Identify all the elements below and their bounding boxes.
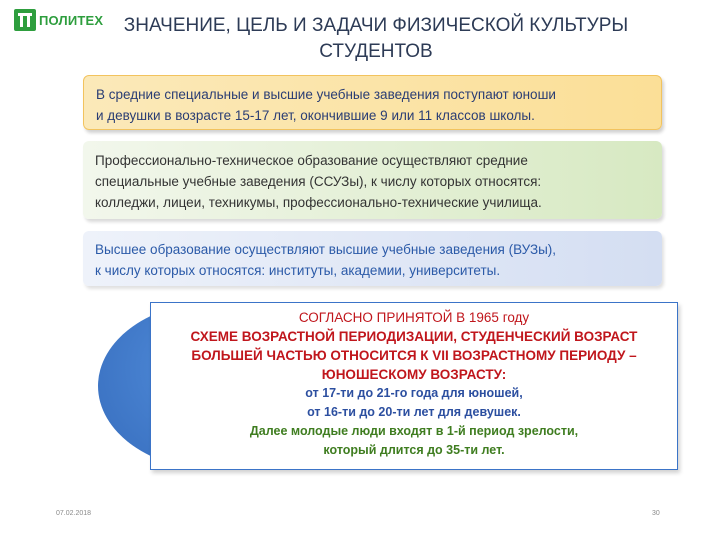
card-line-6: от 16-ти до 20-ти лет для девушек. [307,405,521,419]
info-box-admission-line-2: и девушки в возрасте 15-17 лет, окончившие 9 или 11 классов школы. [96,108,535,123]
card-line-5: от 17-ти до 21-го года для юношей, [305,386,523,400]
info-box-admission-line-1: В средние специальные и высшие учебные заведения поступают юноши [96,87,556,102]
card-line-4: ЮНОШЕСКОМУ ВОЗРАСТУ: [321,367,507,382]
info-box-vocational-line-3: колледжи, лицеи, техникумы, профессионально-технические училища. [95,195,542,210]
info-box-vocational-line-1: Профессионально-техническое образование осуществляют средние [95,153,528,168]
info-box-higher-line-1: Высшее образование осуществляют высшие учебные заведения (ВУЗы), [95,242,557,257]
slide-title [96,13,656,65]
politech-logo-icon [14,9,36,31]
card-line-8: который длится до 35-ти лет. [323,443,505,457]
logo [14,9,103,31]
card-line-1: СОГЛАСНО ПРИНЯТОЙ В 1965 году [298,310,530,325]
card-line-7: Далее молодые люди входят в 1-й период зрелости, [249,424,579,438]
info-box-higher-education [83,231,662,286]
info-box-admission [83,75,662,130]
card-line-2: СХЕМЕ ВОЗРАСТНОЙ ПЕРИОДИЗАЦИИ, СТУДЕНЧЕСКИЙ ВОЗРАСТ [190,329,638,344]
slide-title-line-1: ЗНАЧЕНИЕ, ЦЕЛЬ И ЗАДАЧИ ФИЗИЧЕСКОЙ КУЛЬТУРЫ [123,15,629,36]
footer-date: 07.02.2018 [56,510,92,517]
info-box-higher-line-2: к числу которых относятся: институты, академии, университеты. [95,263,501,278]
footer-page-number: 30 [652,510,660,517]
card-line-3: БОЛЬШЕЙ ЧАСТЬЮ ОТНОСИТСЯ К VII ВОЗРАСТНОМУ ПЕРИОДУ – [191,348,637,363]
info-box-vocational-line-2: специальные учебные заведения (ССУЗы), к числу которых относятся: [95,174,542,189]
info-box-vocational [83,141,662,219]
age-periodization-card [150,302,678,470]
logo-text: ПОЛИТЕХ [39,12,104,28]
slide-title-line-2: СТУДЕНТОВ [319,41,433,62]
